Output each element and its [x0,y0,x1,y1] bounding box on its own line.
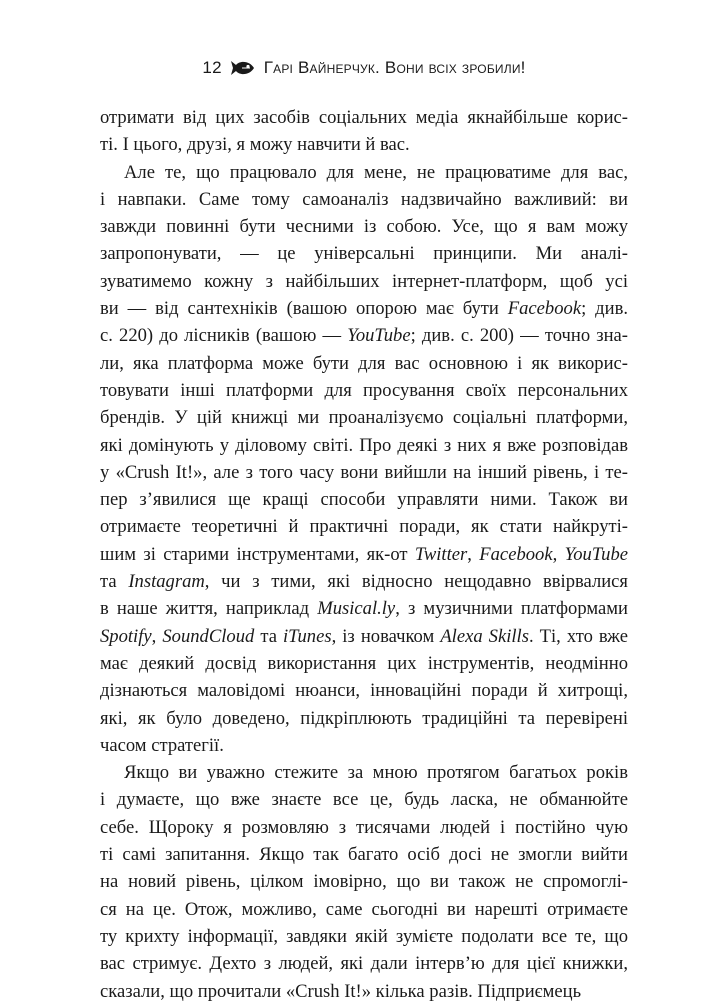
text-line [100,732,628,759]
text-line [100,923,628,950]
text-run: , із новачком [331,625,441,647]
text-line [100,131,628,158]
text-line [100,268,628,295]
italic-text: Twitter [414,543,468,565]
text-run: має деякий досвід використання цих інструментів, неодмінно [100,652,628,674]
italic-text: Spotify [100,625,152,647]
text-line [100,295,628,322]
text-run: ті. І цього, друзі, я можу навчити й вас. [100,134,410,156]
paragraph [100,159,628,760]
italic-text: YouTube [347,325,411,347]
text-run: ли, яка платформа може бути для вас основною і як викорис- [100,352,628,374]
text-run: ся на це. Отож, можливо, саме сьогодні ви нарешті отримаєте [100,898,628,920]
page-number: 12 [202,58,222,77]
text-run: ; див. с. 200) — точно зна- [410,325,628,347]
text-run: пер з’явилися ще кращі способи управляти ними. Також ви [100,489,628,511]
text-run: шим зі старими інструментами, як-от [100,543,415,565]
text-line [100,705,628,732]
text-line [100,240,628,267]
text-run: та [100,571,129,593]
text-line [100,104,628,131]
italic-text: Alexa Skills [440,625,529,647]
text-line [100,896,628,923]
running-header [0,58,728,78]
text-line [100,541,628,568]
text-line [100,759,628,786]
text-line [100,978,628,1005]
italic-text: Facebook [479,543,553,565]
text-run: які домінують у діловому світі. Про деякі з них я вже розповідав [100,434,628,456]
text-line [100,950,628,977]
text-run: завжди повинні бути чесними із собою. Усе, що я вам можу [100,216,628,238]
text-run: та [254,625,283,647]
text-run: вас стримує. Дехто з людей, які дали інтерв’ю для цієї книжки, [100,953,628,975]
text-run: запропонувати, — це універсальні принципи. Ми аналі- [100,243,628,265]
text-line [100,404,628,431]
text-line [100,814,628,841]
text-line [100,459,628,486]
main-text [100,104,628,1005]
text-line [100,568,628,595]
text-line [100,377,628,404]
text-line [100,486,628,513]
italic-text: iTunes [283,625,332,647]
text-run: отримаєте теоретичні й практичні поради, як стати найкруті- [100,516,628,538]
text-run: зуватимемо кожну з найбільших інтернет-платформ, щоб усі [100,270,628,292]
text-run: дізнаються маловідомі нюанси, інноваційні поради й хитрощі, [100,680,628,702]
text-run: ; див. [581,298,628,320]
text-run: ви — від сантехніків (вашою опорою має бути [100,298,508,320]
fish-ornament-icon [230,59,256,77]
text-run: які, як було доведено, підкріплюють традиційні та перевірені [100,707,628,729]
text-run: часом стратегії. [100,734,224,756]
text-run: себе. Щороку я розмовляю з тисячами людей і постійно чую [100,816,628,838]
italic-text: SoundCloud [162,625,255,647]
text-line [100,213,628,240]
text-run: отримати від цих засобів соціальних медіа якнайбільше корис- [100,107,628,128]
italic-text: YouTube [564,543,628,565]
text-run: , чи з тими, які відносно нещодавно ввірвалися [204,571,628,593]
text-line [100,350,628,377]
book-title-header: Гарі Вайнерчук. Вони всіх зробили! [263,58,526,77]
paragraph [100,104,628,159]
text-line [100,595,628,622]
text-line [100,650,628,677]
text-line [100,677,628,704]
text-line [100,786,628,813]
italic-text: Facebook [507,298,582,320]
text-run: , [151,625,163,647]
text-line [100,868,628,895]
italic-text: Instagram [128,571,205,593]
text-run: і навпаки. Саме тому самоаналіз надзвичайно важливий: ви [100,188,628,210]
text-line [100,186,628,213]
text-run: у «Crush It!», але з того часу вони вийшли на інший рівень, і те- [100,461,628,483]
text-run: с. 220) до лісників (вашою — [100,325,348,347]
text-run: в наше життя, наприклад [100,598,318,620]
text-line [100,623,628,650]
text-run: на новий рівень, цілком імовірно, що ви також не спромоглі- [100,871,628,893]
italic-text: Musical.ly [317,598,396,620]
text-line [100,159,628,186]
text-run: . Ті, хто вже [528,625,629,647]
text-run: товувати інші платформи для просування своїх персональних [100,379,628,401]
text-run: Якщо ви уважно стежите за мною протягом багатьох років [124,762,628,784]
text-run: ті самі запитання. Якщо так багато осіб досі не змогли вийти [100,844,628,866]
text-line [100,513,628,540]
text-line [100,322,628,349]
text-line [100,841,628,868]
text-run: , з музичними платформами [395,598,628,620]
text-run: Але те, що працювало для мене, не працюватиме для вас, [124,161,628,183]
text-run: , [467,543,480,565]
text-run: , [552,543,565,565]
text-line [100,432,628,459]
paragraph [100,759,628,1005]
text-run: брендів. У цій книжці ми проаналізуємо соціальні платформи, [100,407,628,429]
text-run: ту крихту інформації, завдяки якій зумієте подолати все те, що [100,925,628,947]
text-run: сказали, що прочитали «Crush It!» кілька разів. Підприємець [100,980,582,1002]
text-run: і думаєте, що вже знаєте все це, будь ласка, не обманюйте [100,789,628,811]
